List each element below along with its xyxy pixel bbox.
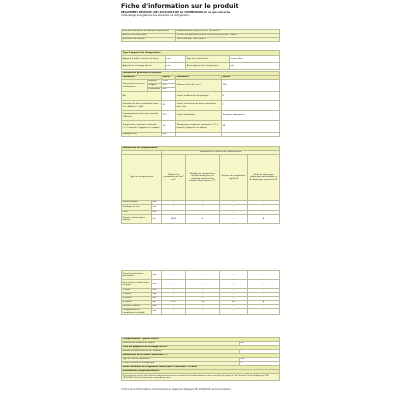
- compartment-header: Paramètres du compartiment:: [122, 147, 280, 151]
- compartment-defrost: A: [248, 301, 280, 305]
- max-ambient-label: Température ambiante maximale (°C) à laquelle l'appareil est adapté: [176, 121, 222, 133]
- compartment-temp: —: [186, 309, 220, 315]
- other-appliance-value: oui: [230, 63, 280, 70]
- compartment-defrost: —: [248, 309, 280, 315]
- additional-header: Informations complémentaires:: [122, 370, 280, 374]
- width-label: Largeur: [148, 84, 162, 88]
- compartment-freeze: —: [220, 309, 248, 315]
- noise-class-value: C: [222, 101, 280, 111]
- compartment-name: Section 2 étoiles: [122, 305, 152, 309]
- other-appliance-label: Autre appareil de réfrigération:: [186, 63, 230, 70]
- light-header: Paramètres de la source lumineuse (*): [122, 354, 280, 358]
- wine-header: Pour les appareils de stockage du vin:: [122, 346, 280, 350]
- general-col-value2: Valeur: [222, 76, 280, 80]
- compartment-name: Garde-manger: [122, 201, 152, 205]
- compartment-present: non: [152, 293, 162, 297]
- compartment-present: non: [152, 211, 162, 215]
- eei-value: [162, 92, 176, 101]
- compartment-freeze: —: [220, 280, 248, 289]
- low-noise-value: non: [166, 56, 186, 63]
- compartment-volume: —: [162, 297, 186, 301]
- compartment-freeze: 4.0: [220, 301, 248, 305]
- light-class-value: F: [240, 362, 280, 366]
- compartment-present: oui: [152, 215, 162, 224]
- compartment-name: Compartiment à température variable: [122, 309, 152, 315]
- noise-emission-value: 41: [162, 101, 176, 111]
- construction-type-label: Type de construction:: [186, 56, 230, 63]
- compartment-volume: —: [162, 305, 186, 309]
- annual-consumption-label: Consommation d'énergie annuelle (kWh/an): [122, 111, 162, 121]
- compartment-freeze: —: [220, 305, 248, 309]
- compartment-present: non: [152, 205, 162, 211]
- extra-info-table: [121, 337, 280, 381]
- winter-setting-label: Réglage hiver: [122, 133, 162, 137]
- compartment-present: non: [152, 309, 162, 315]
- construction-type-value: à pose libre: [230, 56, 280, 63]
- wine-storage-label: Appareil de stockage du vin:: [122, 63, 166, 70]
- compartment-present: non: [152, 280, 162, 289]
- compartment-volume: —: [162, 289, 186, 293]
- col-defrost: Mode de dégivrage (dégivrage automatique = A, dégivrage manuel = M): [248, 155, 280, 201]
- compartment-temp: —: [186, 297, 220, 301]
- max-ambient-value: 38: [222, 121, 280, 133]
- compartment-temp: —: [186, 205, 220, 211]
- total-volume-label: Volume total (dm³ ou l): [176, 80, 222, 92]
- energy-class-label: Classe d'efficacité énergétique: [176, 92, 222, 101]
- depth-value: 655: [162, 88, 176, 92]
- compartment-name: 3 étoiles: [122, 297, 152, 301]
- compartment-name: 1 étoile: [122, 289, 152, 293]
- compartment-volume: 2450: [162, 215, 186, 224]
- min-ambient-value: 10: [162, 121, 176, 133]
- compartment-name: 4 étoiles: [122, 301, 152, 305]
- fast-freeze-label: Fonction de congélation rapide: [122, 342, 240, 346]
- four-star-header: Compartiments "quatre étoiles": [122, 338, 280, 342]
- low-noise-label: Appareil à faible émission de bruit:: [122, 56, 166, 63]
- compartment-volume: —: [162, 293, 186, 297]
- light-class-label: Classe d'efficacité énergétique: [122, 362, 240, 366]
- compartment-name: Denrées alimentaires fraîches: [122, 215, 152, 224]
- compartment-temp: 4: [186, 215, 220, 224]
- compartment-temp: —: [186, 293, 220, 297]
- height-value: 1780: [162, 80, 176, 84]
- climate-class-label: Classe climatique:: [176, 111, 222, 121]
- col-volume: Volume du compartiment (dm³ ou l): [162, 155, 186, 201]
- compartment-defrost: —: [248, 289, 280, 293]
- table-row: [122, 271, 280, 280]
- compartment-name: Cave: [122, 211, 152, 215]
- light-type-label: Type de source lumineuse: [122, 358, 240, 362]
- compartment-present: oui: [152, 301, 162, 305]
- compartment-present: non: [152, 297, 162, 301]
- compartment-temp: —: [186, 289, 220, 293]
- wine-bottles-value: —: [240, 350, 280, 354]
- compartment-present: non: [152, 289, 162, 293]
- table-row: [122, 309, 280, 315]
- compartment-name: Denrées hautement périssables: [122, 271, 152, 280]
- supplier-address-value: 14 Rue des Bateaux-Lavoirs, 94200 Ivry-sur-Seine, France: [176, 34, 280, 38]
- compartment-volume: —: [162, 205, 186, 211]
- compartment-volume: —: [162, 309, 186, 315]
- compartment-present: non: [152, 201, 162, 205]
- eei-label: IEE: [122, 92, 162, 101]
- col-compartment-type: Type de compartiment: [122, 155, 162, 201]
- compartment-defrost: —: [248, 271, 280, 280]
- height-label: Hauteur: [148, 80, 162, 84]
- winter-setting-value: non: [162, 133, 176, 137]
- compartment-temp: —: [186, 201, 220, 205]
- compartment-name: Sans étoile ou fabrication de glace: [122, 280, 152, 289]
- compartment-freeze: —: [220, 201, 248, 205]
- additional-text: Lien internet vers le site internet du fournisseur où se trouvent les informations visées au point 4, point a), de l'annexe IV du règlement (UE) 2019/2016 de la Commission: www.darty.com: [122, 374, 280, 381]
- page-title: Fiche d'information sur le produit: [121, 3, 239, 10]
- noise-emission-label: Émission de bruit acoustique dans l'air (dB(A) re 1 pW): [122, 101, 162, 111]
- col-recommended-temp: Réglage de température recommandé pour un stockage optimisé des denrées alimentaires (°C): [186, 155, 220, 201]
- compartment-freeze: —: [220, 293, 248, 297]
- compartment-temp: -18: [186, 301, 220, 305]
- compartment-defrost: —: [248, 280, 280, 289]
- energy-class-value: E: [222, 92, 280, 101]
- compartment-defrost: —: [248, 211, 280, 215]
- compartment-volume: —: [162, 211, 186, 215]
- table-row: [122, 280, 280, 289]
- appliance-type-table: [121, 50, 280, 70]
- regulation-line-1: RÈGLEMENT DÉLÉGUÉ (UE) 2019/2016 DE LA COMMISSION en ce qui concerne: [121, 11, 231, 14]
- model-reference-label: Référence du modèle: [122, 38, 176, 42]
- col-freezing-capacity: Pouvoir de congélation (kg/24 h): [220, 155, 248, 201]
- compartment-subheader: Paramètres et valeurs du compartiment: [162, 151, 280, 155]
- compartment-defrost: —: [248, 293, 280, 297]
- guarantee-text: Durée minimale de la garantie offerte par le fabricant : 24 mois: [122, 366, 280, 370]
- supplier-name-value: Établissements Darty & fils (c) THOMSON: [176, 30, 280, 34]
- compartment-defrost: —: [248, 297, 280, 301]
- compartment-freeze: —: [220, 205, 248, 211]
- compartment-defrost: —: [248, 201, 280, 205]
- table-row: [122, 215, 280, 224]
- width-value: 595: [162, 84, 176, 88]
- compartment-present: non: [152, 271, 162, 280]
- wine-bottles-label: Nombre de bouteilles de vin standard: [122, 350, 240, 354]
- general-header: Paramètres généraux du produit:: [122, 72, 280, 76]
- compartment-defrost: —: [248, 205, 280, 211]
- compartment-name: Stockage du vin: [122, 205, 152, 211]
- wine-storage-value: non: [166, 63, 186, 70]
- appliance-type-header: Type d'appareil de réfrigération:: [122, 51, 280, 56]
- model-reference-value: THD315NFWH, THD315NFCL: [176, 38, 280, 42]
- general-col-param: Paramètre: [122, 76, 162, 80]
- climate-class-value: Tempéré/ subtropical: [222, 111, 280, 121]
- compartment-freeze: —: [220, 271, 248, 280]
- compartment-temp: —: [186, 211, 220, 215]
- compartment-freeze: —: [220, 297, 248, 301]
- compartment-temp: —: [186, 280, 220, 289]
- compartment-volume: —: [162, 280, 186, 289]
- noise-class-label: Classe d'émission de bruit acoustique dans l'air: [176, 101, 222, 111]
- general-col-param2: Paramètre: [176, 76, 222, 80]
- product-fiche-page: [121, 0, 279, 400]
- general-parameters-table: [121, 71, 280, 137]
- compartment-freeze: —: [220, 211, 248, 215]
- regulation-line-2: l'étiquetage énergétique des appareils de réfrigération: [121, 14, 190, 17]
- light-type-value: LED: [240, 358, 280, 362]
- general-col-value: Valeur: [162, 76, 176, 80]
- supplier-name-label: Nom du fournisseur ou marque commerciale: [122, 30, 176, 34]
- compartment-table: [121, 146, 280, 224]
- dimensions-label: Dimensions hors tout (millimètres): [122, 80, 148, 92]
- total-volume-value: 326: [222, 80, 280, 92]
- compartment-defrost: —: [248, 305, 280, 309]
- compartment-volume: —: [162, 201, 186, 205]
- compartment-volume: —: [162, 271, 186, 280]
- regulation-text: [121, 11, 279, 17]
- fast-freeze-value: oui: [240, 342, 280, 346]
- depth-label: Profondeur: [148, 88, 160, 91]
- compartment-temp: —: [186, 305, 220, 309]
- supplier-table: [121, 29, 280, 42]
- compartment-name: 2 étoiles: [122, 293, 152, 297]
- compartment-present: non: [152, 305, 162, 309]
- compartment-defrost: A: [248, 215, 280, 224]
- min-ambient-label: Température ambiante minimale (°C) à laquelle l'appareil est adapté: [122, 121, 162, 133]
- compartment-freeze: —: [220, 289, 248, 293]
- footnote: (*) Pour plus d'informations conformément au règlement délégué (UE) 2019/2015 de la Commission.: [121, 388, 232, 391]
- compartment-freeze: —: [220, 215, 248, 224]
- compartment-volume: 81.0: [162, 301, 186, 305]
- supplier-address-label: Adresse du fournisseur: [122, 34, 176, 38]
- compartment-temp: —: [186, 271, 220, 280]
- compartment-table-2: [121, 270, 280, 315]
- annual-consumption-value: 272: [162, 111, 176, 121]
